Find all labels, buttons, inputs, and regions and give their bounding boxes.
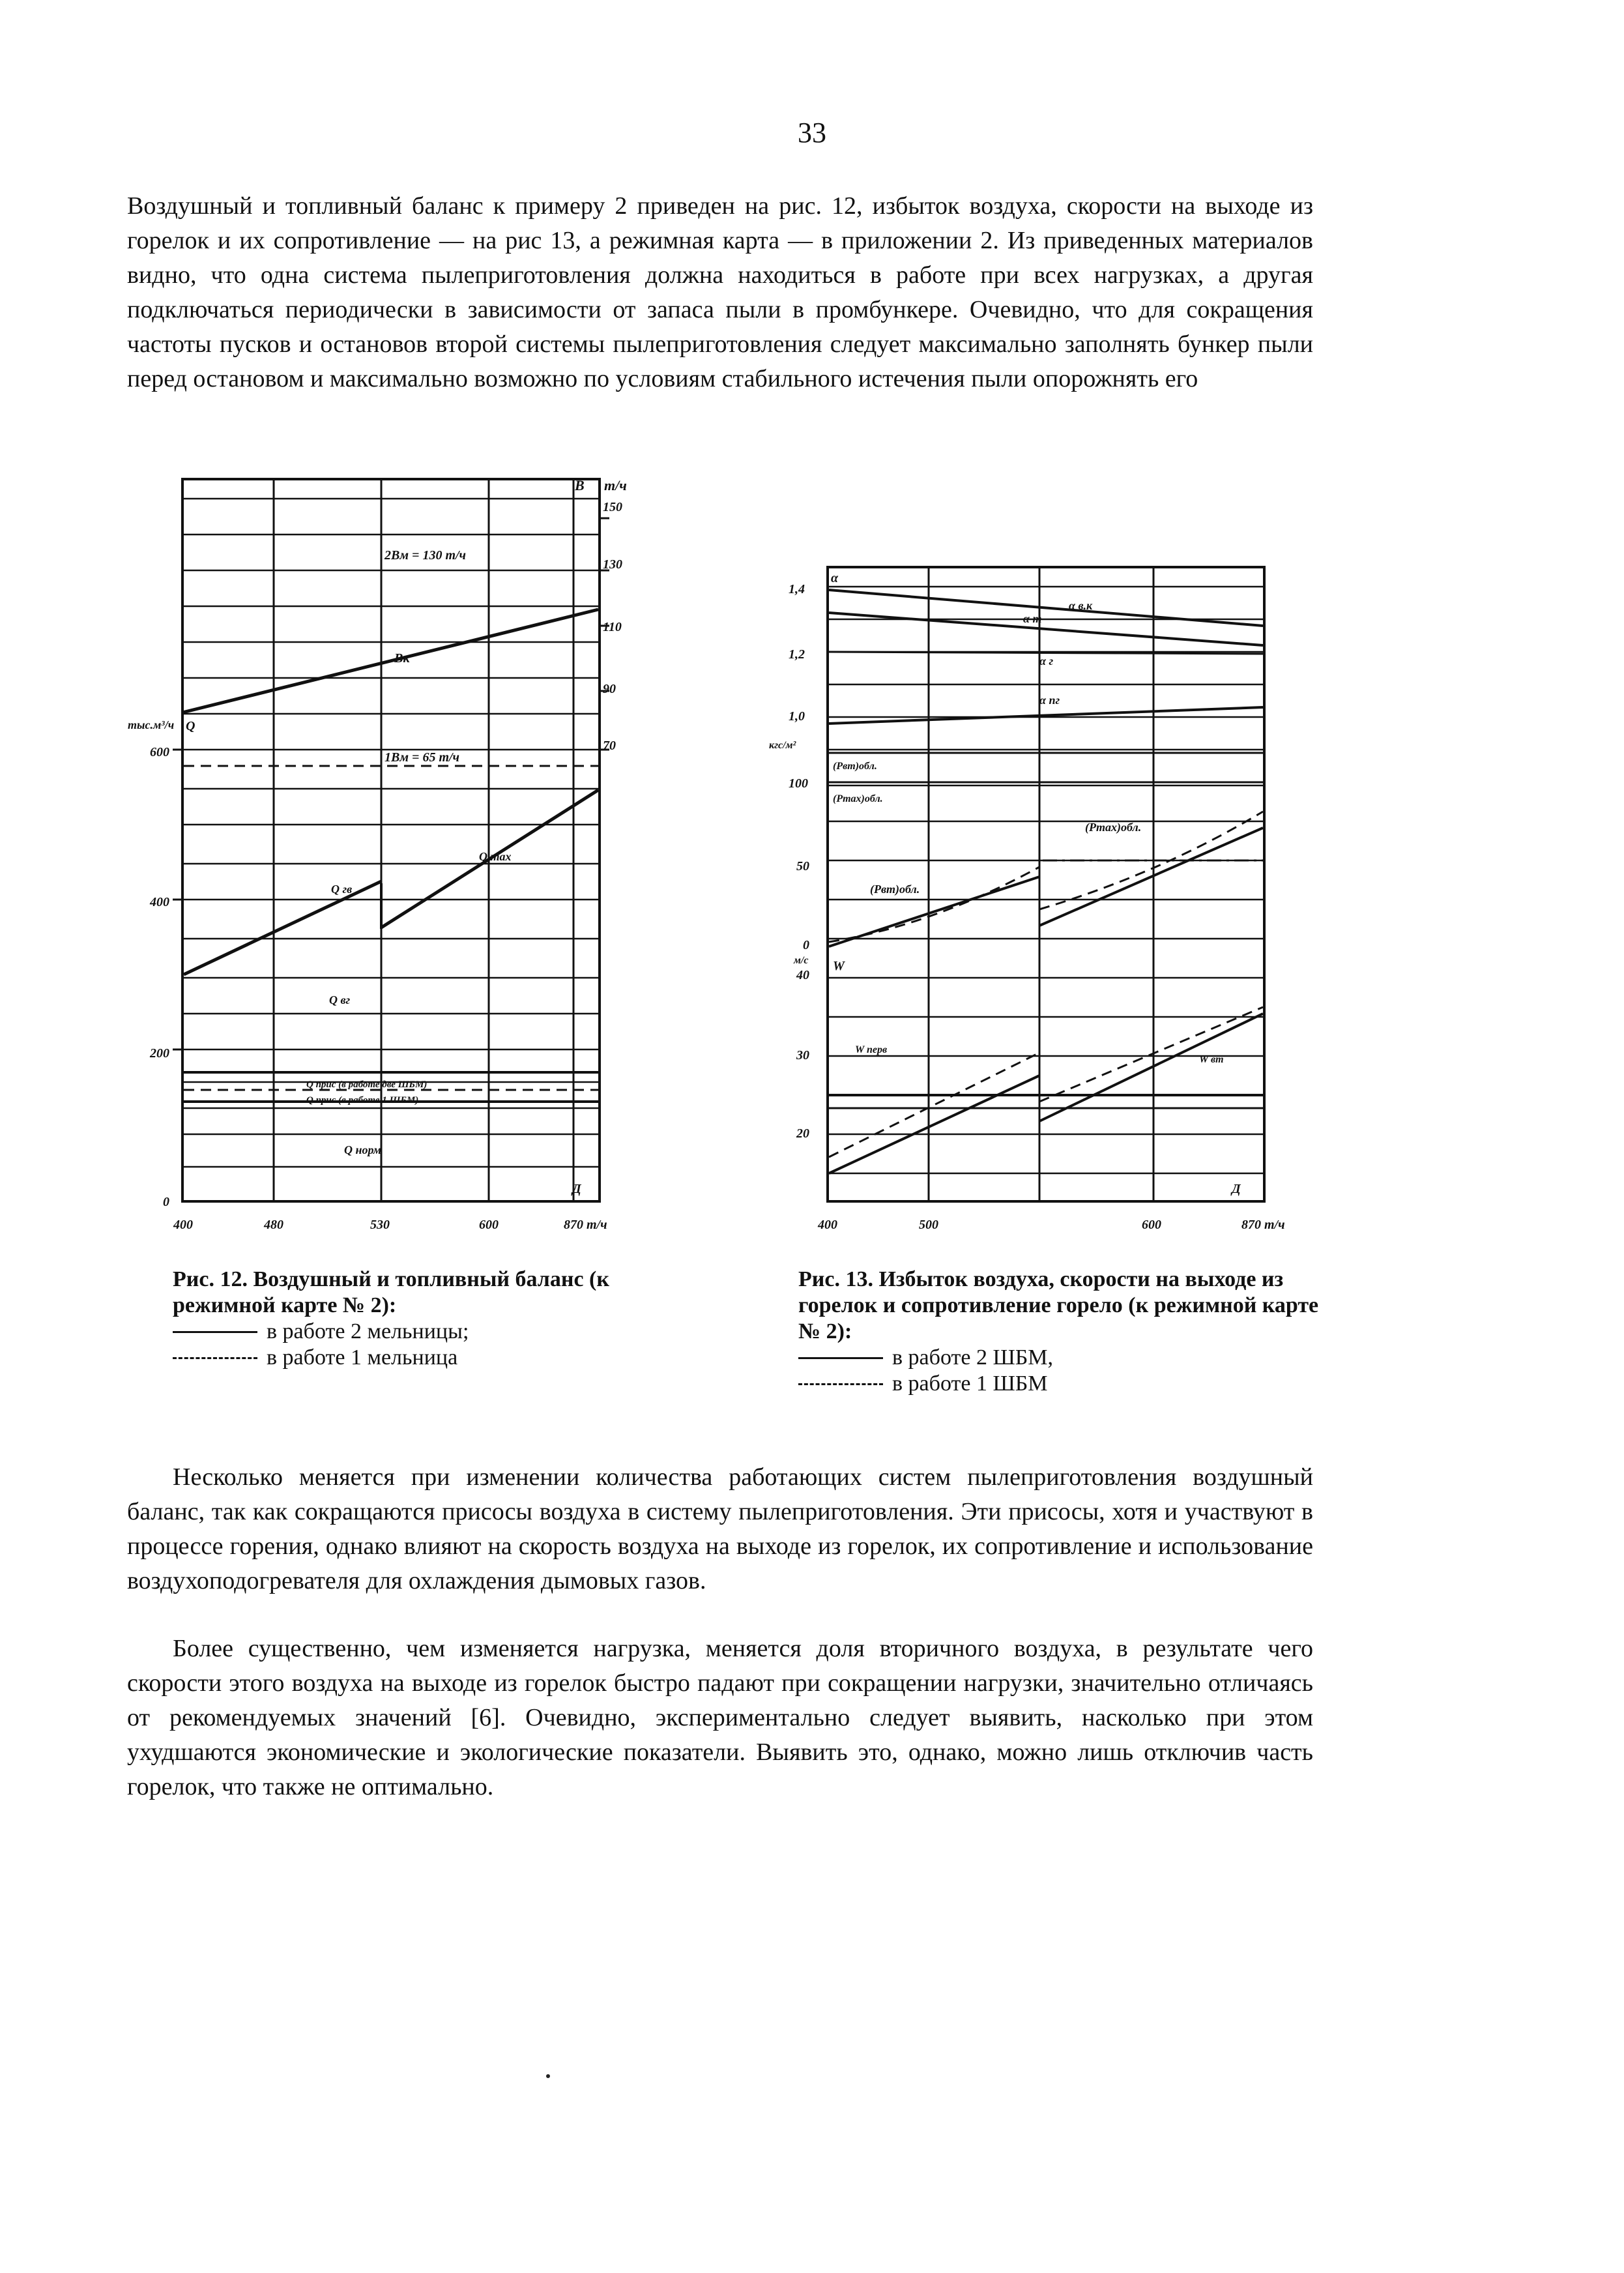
fig12-x-tick-530: 530 — [370, 1218, 390, 1232]
fig13-x-var: Д — [1232, 1182, 1241, 1196]
paragraph-secondary-air: Более существенно, чем изменяется нагрузка, меняется доля вторичного воздуха, в результате чего скорости этого воздуха на выходе из горелок быстро падают при сокращении нагрузки, значительно отличаясь от рекомендуемых значений [6]. Очевидно, экспериментально следует выявить, насколько при этом ухудшаются экономические и экологические показатели. Выявить это, однако, можно лишь отключив часть горелок, что также не оптимально. — [127, 1635, 1313, 1800]
fig13-label-pmax2: (Pmax)обл. — [1085, 821, 1142, 834]
paragraph-air-balance: Несколько меняется при изменении количества работающих систем пылеприготовления воздушный баланс, так как сокращаются присосы воздуха в систему пылеприготовления. Эти присосы, хотя и участвуют в процессе горения, однако влияют на скорость воздуха на выходе из горелок, их сопротивление и использование воздухоподогревателя для охлаждения дымовых газов. — [127, 1463, 1313, 1594]
fig12-legend-solid — [173, 1319, 707, 1345]
figure-12-caption — [173, 1267, 707, 1371]
fig13-legend-dashed — [798, 1371, 1333, 1397]
fig12-right-tick-70: 70 — [603, 739, 616, 753]
dashed-line-swatch — [798, 1383, 883, 1385]
fig12-right-tick-90: 90 — [603, 682, 616, 696]
fig12-x-tick-480: 480 — [264, 1218, 283, 1232]
fig12-curve-label-Qprisos2: Q прис (в работе две ШБМ) — [306, 1079, 428, 1090]
fig13-x-tick-500: 500 — [919, 1218, 938, 1232]
fig13-label-pvt: (Pвт)обл. — [833, 761, 877, 772]
fig12-b-total-note: 2Bм = 130 т/ч — [384, 548, 467, 563]
fig12-b-single-note: 1Bм = 65 т/ч — [384, 750, 460, 765]
fig12-curve-label-Qvg: Q вг — [329, 993, 351, 1006]
fig12-right-unit: т/ч — [604, 477, 627, 493]
fig13-alpha-var: α — [831, 571, 839, 585]
fig12-x-tick-870: 870 т/ч — [564, 1218, 607, 1232]
solid-line-swatch — [173, 1331, 257, 1333]
fig12-legend-dashed-label: в работе 1 мельница — [267, 1345, 458, 1370]
fig13-pressure-tick-100: 100 — [789, 776, 808, 791]
fig12-curve-label-Qnorm: Q норм — [344, 1143, 381, 1156]
fig12-legend-solid-label: в работе 2 мельницы; — [267, 1319, 469, 1343]
fig13-pressure-tick-0: 0 — [803, 938, 809, 952]
fig12-left-tick-600: 600 — [150, 745, 169, 759]
fig13-alpha-tick-1.4: 1,4 — [789, 582, 805, 596]
page-number: 33 — [798, 117, 826, 149]
fig13-legend-dashed-label: в работе 1 ШБМ — [892, 1371, 1048, 1396]
fig12-x-tick-600: 600 — [479, 1218, 499, 1232]
fig13-legend-solid-label: в работе 2 ШБМ, — [892, 1345, 1053, 1370]
fig13-velocity-tick-20: 20 — [796, 1126, 809, 1141]
solid-line-swatch — [798, 1357, 883, 1359]
fig12-curve-label-Qhot: Q гв — [331, 883, 353, 896]
fig12-right-tick-150: 150 — [603, 500, 622, 514]
fig12-curve-label-Qmax: Q max — [479, 850, 512, 863]
fig12-x-var: Д — [572, 1182, 581, 1196]
fig12-right-tick-110: 110 — [603, 620, 622, 634]
fig13-alpha-tick-1.0: 1,0 — [789, 709, 805, 724]
fig12-right-tick-130: 130 — [603, 557, 622, 572]
fig12-left-var: Q — [186, 719, 196, 733]
fig12-left-tick-400: 400 — [150, 895, 169, 909]
fig13-velocity-tick-40: 40 — [796, 968, 809, 982]
fig13-velocity-tick-30: 30 — [796, 1048, 809, 1063]
fig13-label-alpha-t: α т — [1023, 612, 1042, 625]
fig13-label-wperv: W перв — [855, 1044, 888, 1055]
paragraph-intro: Воздушный и топливный баланс к примеру 2 приведен на рис. 12, избыток воздуха, скорости на выходе из горелок и их сопротивление — на рис 13, а режимная карта — в приложении 2. Из приведенных материалов видно, что одна система пылеприготовления должна находиться в работе при всех нагрузках, а другая подключаться периодически в зависимости от запаса пыли в промбункере. Очевидно, что для сокращения частоты пусков и остановов второй системы пылеприготовления следует максимально заполнять бункер пыли перед остановом и максимально возможно по условиям стабильного истечения пыли опорожнять его — [127, 192, 1313, 392]
fig12-left-unit: тыс.м³/ч — [128, 718, 175, 731]
fig13-label-alpha-g: α г — [1039, 654, 1054, 667]
scan-speck — [546, 2074, 550, 2078]
fig13-x-tick-870: 870 т/ч — [1241, 1218, 1285, 1232]
fig12-curve-label-B: Bк — [394, 651, 410, 666]
fig13-caption-title: Рис. 13. Избыток воздуха, скорости на выходе из горелок и сопротивление горело (к режимной карте № 2): — [798, 1267, 1319, 1343]
fig13-label-pmax: (Pmax)обл. — [833, 793, 883, 804]
fig12-legend-dashed — [173, 1345, 707, 1371]
fig13-label-alpha-pg: α пг — [1039, 694, 1060, 707]
fig13-label-wvt: W вт — [1199, 1054, 1224, 1065]
fig13-alpha-tick-1.2: 1,2 — [789, 647, 805, 662]
fig13-label-pvt2: (Pвт)обл. — [870, 883, 920, 896]
fig12-x-tick-400: 400 — [173, 1218, 193, 1232]
fig12-right-var: B — [575, 477, 585, 493]
fig12-left-tick-0: 0 — [163, 1195, 169, 1209]
fig13-velocity-unit: м/с — [794, 955, 809, 966]
dashed-line-swatch — [173, 1357, 257, 1359]
figure-13-caption — [798, 1267, 1333, 1397]
fig12-left-tick-200: 200 — [150, 1046, 169, 1061]
fig13-pressure-tick-50: 50 — [796, 859, 809, 873]
fig12-caption-title: Рис. 12. Воздушный и топливный баланс (к режимной карте № 2): — [173, 1267, 609, 1317]
fig13-x-tick-400: 400 — [818, 1218, 837, 1232]
fig12-curve-label-Qprisos1: Q прис (в работе 1 ШБМ) — [306, 1095, 419, 1106]
fig13-x-tick-600: 600 — [1142, 1218, 1161, 1232]
fig13-label-alpha-vk: α в.к — [1069, 599, 1093, 612]
fig13-legend-solid — [798, 1345, 1333, 1371]
fig13-pressure-unit: кгс/м² — [769, 740, 796, 751]
fig13-label-w: W — [833, 959, 845, 973]
